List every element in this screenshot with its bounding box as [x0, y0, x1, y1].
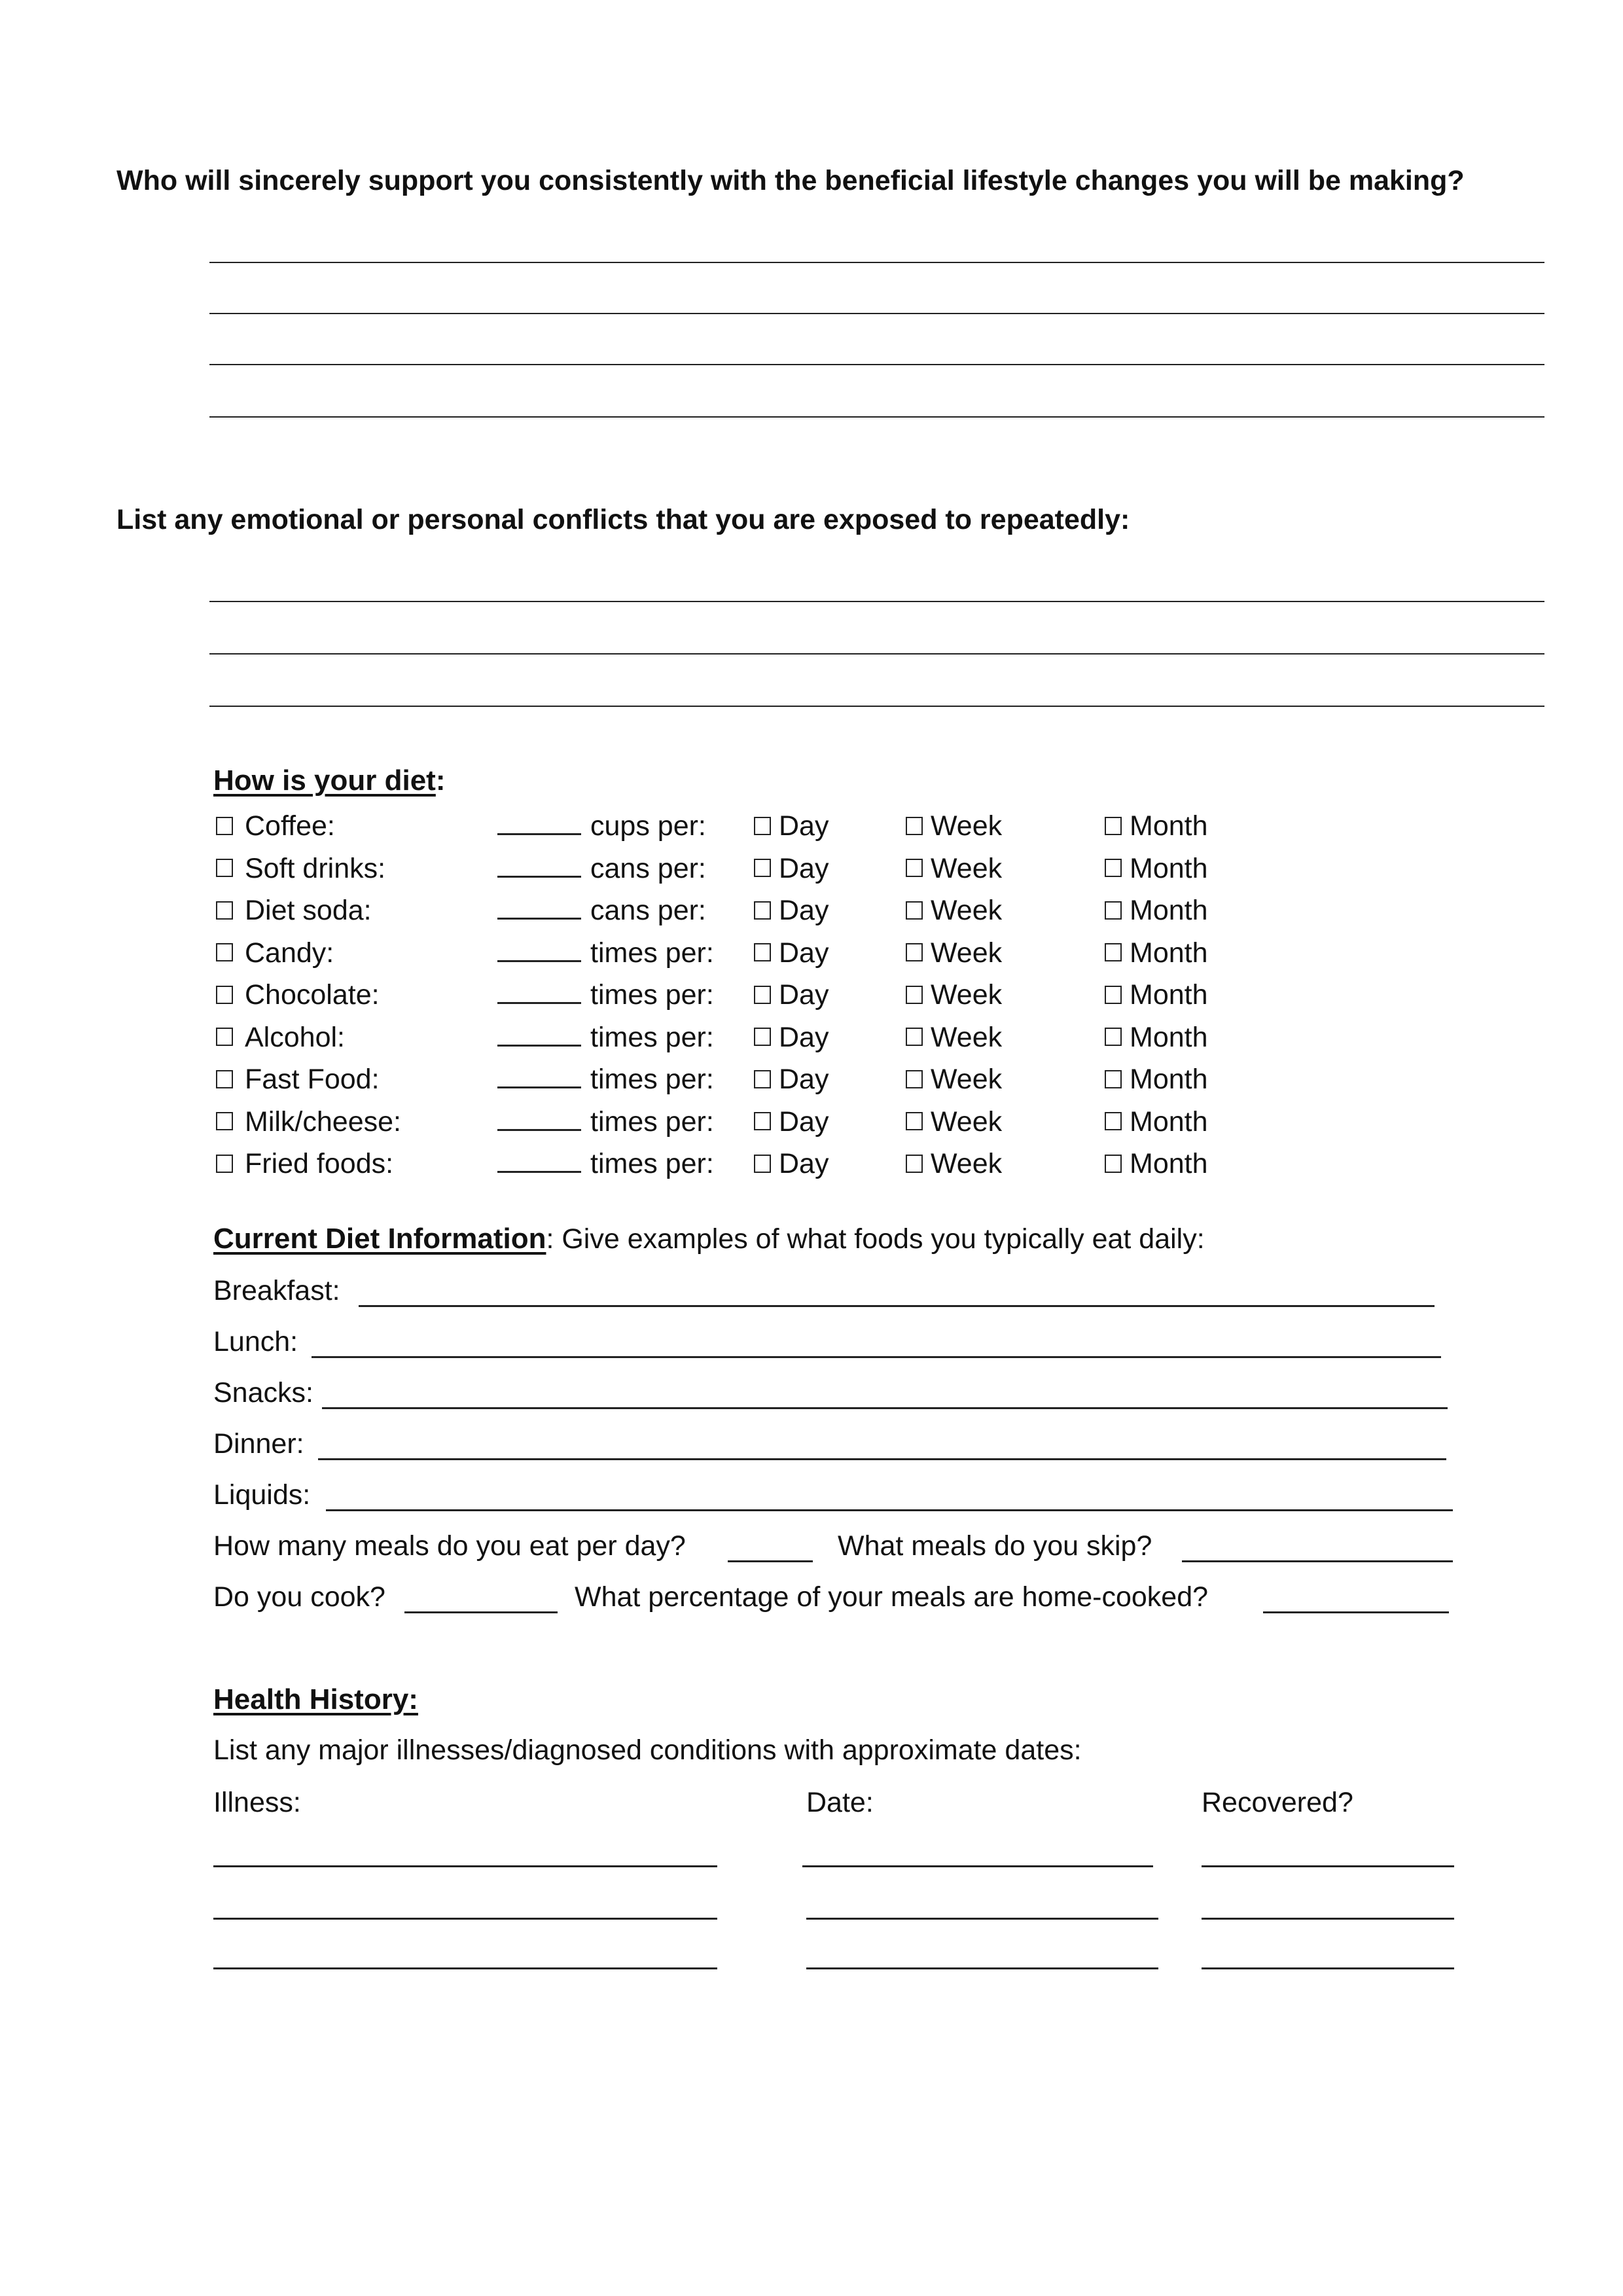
diet-quantity-field[interactable]: [497, 853, 581, 878]
period-option-month[interactable]: [1105, 1018, 1208, 1057]
diet-item[interactable]: [216, 891, 372, 930]
lunch-label: Lunch:: [213, 1326, 298, 1357]
diet-quantity-field[interactable]: [497, 938, 581, 962]
support-answer-line-2[interactable]: [209, 313, 1544, 314]
period-option-month[interactable]: [1105, 1102, 1208, 1141]
period-label: Day: [779, 852, 829, 884]
diet-quantity-field[interactable]: [497, 1064, 581, 1088]
diet-item-label: Candy:: [245, 937, 334, 969]
period-label: Week: [931, 937, 1003, 969]
recovered-column-header: Recovered?: [1202, 1787, 1353, 1818]
liquids-label: Liquids:: [213, 1479, 311, 1511]
period-checkbox[interactable]: [1105, 859, 1122, 877]
diet-item-checkbox[interactable]: [216, 1070, 233, 1088]
diet-heading: [213, 764, 445, 797]
period-option-month[interactable]: [1105, 975, 1208, 1014]
period-option-week[interactable]: [906, 975, 1002, 1014]
conflicts-answer-line-1[interactable]: [209, 601, 1544, 602]
diet-quantity-field[interactable]: [497, 1149, 581, 1173]
support-answer-line-4[interactable]: [209, 416, 1544, 418]
illness-field-2[interactable]: [213, 1918, 717, 1920]
snacks-label: Snacks:: [213, 1377, 313, 1408]
period-label: Week: [931, 1021, 1003, 1053]
period-checkbox[interactable]: [1105, 1070, 1122, 1088]
diet-unit-label: times per:: [590, 1148, 714, 1179]
diet-item-checkbox[interactable]: [216, 817, 233, 835]
diet-unit-label: times per:: [590, 937, 714, 969]
diet-item[interactable]: [216, 975, 380, 1014]
period-checkbox[interactable]: [754, 943, 771, 961]
period-option-month[interactable]: [1105, 891, 1208, 930]
period-label: Day: [779, 810, 829, 842]
diet-row: [0, 849, 1623, 888]
meals-per-day-label: How many meals do you eat per day?: [213, 1530, 686, 1562]
period-checkbox[interactable]: [754, 901, 771, 920]
diet-heading-colon: :: [435, 764, 446, 797]
period-option-day[interactable]: [754, 806, 829, 846]
diet-item[interactable]: [216, 1144, 393, 1183]
diet-quantity-group: [497, 1102, 714, 1141]
period-label: Week: [931, 852, 1003, 884]
period-label: Day: [779, 979, 829, 1011]
support-answer-line-3[interactable]: [209, 364, 1544, 365]
diet-item-checkbox[interactable]: [216, 1028, 233, 1046]
period-checkbox[interactable]: [1105, 901, 1122, 920]
diet-row: [0, 975, 1623, 1014]
period-label: Day: [779, 937, 829, 969]
conflicts-question: List any emotional or personal conflicts that you are exposed to repeatedly:: [116, 504, 1130, 535]
diet-item[interactable]: [216, 1018, 345, 1057]
period-label: Month: [1130, 895, 1208, 926]
period-checkbox[interactable]: [906, 859, 923, 877]
diet-quantity-group: [497, 975, 714, 1014]
do-you-cook-label: Do you cook?: [213, 1581, 385, 1613]
period-label: Day: [779, 1021, 829, 1053]
period-option-day[interactable]: [754, 1144, 829, 1183]
diet-item[interactable]: [216, 933, 334, 973]
diet-quantity-field[interactable]: [497, 1107, 581, 1131]
diet-unit-label: times per:: [590, 1105, 714, 1138]
period-label: Month: [1130, 810, 1208, 842]
period-checkbox[interactable]: [1105, 943, 1122, 961]
period-label: Day: [779, 1105, 829, 1138]
meals-skip-field[interactable]: [1182, 1560, 1453, 1562]
diet-item-label: Coffee:: [245, 810, 335, 842]
period-label: Month: [1130, 1148, 1208, 1179]
diet-item[interactable]: [216, 806, 335, 846]
period-label: Month: [1130, 852, 1208, 884]
period-option-day[interactable]: [754, 933, 829, 973]
diet-item-label: Milk/cheese:: [245, 1105, 401, 1138]
diet-item-label: Chocolate:: [245, 979, 380, 1011]
current-diet-intro: : Give examples of what foods you typically eat daily:: [546, 1223, 1205, 1255]
dinner-label: Dinner:: [213, 1428, 304, 1460]
home-cooked-field[interactable]: [1263, 1611, 1449, 1613]
conflicts-answer-line-3[interactable]: [209, 706, 1544, 707]
period-label: Month: [1130, 979, 1208, 1011]
diet-item[interactable]: [216, 849, 385, 888]
diet-unit-label: cups per:: [590, 810, 706, 842]
diet-quantity-field[interactable]: [497, 980, 581, 1004]
lunch-field[interactable]: [312, 1356, 1441, 1358]
diet-row: [0, 933, 1623, 973]
period-checkbox[interactable]: [906, 817, 923, 835]
diet-quantity-group: [497, 891, 706, 930]
recovered-field-1[interactable]: [1202, 1865, 1454, 1867]
period-option-month[interactable]: [1105, 806, 1208, 846]
diet-item-checkbox[interactable]: [216, 1112, 233, 1130]
date-field-2[interactable]: [806, 1918, 1158, 1920]
illness-column-header: Illness:: [213, 1787, 301, 1818]
current-diet-heading-row: [213, 1223, 1205, 1255]
period-label: Week: [931, 1105, 1003, 1138]
date-field-1[interactable]: [802, 1865, 1153, 1867]
diet-item-checkbox[interactable]: [216, 986, 233, 1004]
diet-item[interactable]: [216, 1060, 380, 1099]
diet-item-checkbox[interactable]: [216, 1155, 233, 1173]
period-checkbox[interactable]: [906, 1155, 923, 1173]
diet-quantity-group: [497, 1144, 714, 1183]
period-label: Month: [1130, 1021, 1208, 1053]
period-checkbox[interactable]: [1105, 1112, 1122, 1130]
recovered-field-2[interactable]: [1202, 1918, 1454, 1920]
meals-per-day-field[interactable]: [728, 1560, 813, 1562]
period-checkbox[interactable]: [1105, 1028, 1122, 1046]
period-checkbox[interactable]: [754, 1155, 771, 1173]
snacks-field[interactable]: [322, 1407, 1448, 1409]
period-label: Day: [779, 1148, 829, 1179]
period-option-week[interactable]: [906, 1060, 1002, 1099]
date-column-header: Date:: [806, 1787, 874, 1818]
diet-unit-label: times per:: [590, 979, 714, 1011]
do-you-cook-field[interactable]: [404, 1611, 558, 1613]
diet-item-label: Alcohol:: [245, 1021, 345, 1053]
period-checkbox[interactable]: [906, 901, 923, 920]
health-history-intro: List any major illnesses/diagnosed conditions with approximate dates:: [213, 1734, 1082, 1766]
diet-quantity-field[interactable]: [497, 895, 581, 920]
conflicts-answer-line-2[interactable]: [209, 653, 1544, 655]
illness-field-1[interactable]: [213, 1865, 717, 1867]
period-label: Month: [1130, 937, 1208, 969]
diet-quantity-group: [497, 806, 706, 846]
recovered-field-3[interactable]: [1202, 1967, 1454, 1969]
period-checkbox[interactable]: [1105, 1155, 1122, 1173]
diet-item-label: Fast Food:: [245, 1064, 380, 1095]
period-label: Week: [931, 979, 1003, 1011]
diet-item[interactable]: [216, 1102, 401, 1141]
diet-quantity-group: [497, 933, 714, 973]
diet-quantity-group: [497, 1018, 714, 1057]
period-option-day[interactable]: [754, 891, 829, 930]
diet-item-checkbox[interactable]: [216, 901, 233, 920]
period-checkbox[interactable]: [906, 1070, 923, 1088]
period-option-day[interactable]: [754, 1060, 829, 1099]
period-label: Week: [931, 1148, 1003, 1179]
breakfast-label: Breakfast:: [213, 1275, 340, 1306]
period-checkbox[interactable]: [754, 1028, 771, 1046]
period-label: Day: [779, 1064, 829, 1095]
diet-quantity-field[interactable]: [497, 811, 581, 835]
period-checkbox[interactable]: [754, 859, 771, 877]
period-option-month[interactable]: [1105, 1144, 1208, 1183]
period-option-day[interactable]: [754, 1102, 829, 1141]
period-checkbox[interactable]: [906, 1028, 923, 1046]
diet-heading-text: How is your diet: [213, 764, 436, 797]
liquids-field[interactable]: [326, 1509, 1453, 1511]
period-checkbox[interactable]: [754, 1070, 771, 1088]
diet-row: [0, 806, 1623, 846]
period-checkbox[interactable]: [906, 943, 923, 961]
diet-unit-label: times per:: [590, 1064, 714, 1095]
diet-row: [0, 1018, 1623, 1057]
period-label: Day: [779, 895, 829, 926]
period-checkbox[interactable]: [754, 986, 771, 1004]
diet-item-label: Fried foods:: [245, 1148, 394, 1179]
diet-unit-label: cans per:: [590, 895, 706, 926]
period-option-week[interactable]: [906, 849, 1002, 888]
support-answer-line-1[interactable]: [209, 262, 1544, 263]
period-checkbox[interactable]: [906, 1112, 923, 1130]
period-checkbox[interactable]: [1105, 817, 1122, 835]
period-checkbox[interactable]: [906, 986, 923, 1004]
health-history-heading: Health History:: [213, 1683, 418, 1715]
period-option-day[interactable]: [754, 975, 829, 1014]
period-option-week[interactable]: [906, 806, 1002, 846]
diet-unit-label: times per:: [590, 1021, 714, 1053]
period-checkbox[interactable]: [1105, 986, 1122, 1004]
date-field-3[interactable]: [806, 1967, 1158, 1969]
support-question: Who will sincerely support you consistently with the beneficial lifestyle changes you will be making?: [116, 165, 1465, 196]
period-option-week[interactable]: [906, 1102, 1002, 1141]
diet-row: [0, 891, 1623, 930]
period-label: Week: [931, 895, 1003, 926]
diet-item-label: Soft drinks:: [245, 852, 386, 884]
home-cooked-label: What percentage of your meals are home-cooked?: [575, 1581, 1209, 1613]
period-label: Month: [1130, 1105, 1208, 1138]
diet-row: [0, 1060, 1623, 1099]
diet-row: [0, 1102, 1623, 1141]
breakfast-field[interactable]: [359, 1305, 1435, 1307]
diet-item-checkbox[interactable]: [216, 943, 233, 961]
period-option-day[interactable]: [754, 1018, 829, 1057]
meals-skip-label: What meals do you skip?: [838, 1530, 1152, 1562]
diet-quantity-group: [497, 1060, 714, 1099]
period-option-week[interactable]: [906, 1018, 1002, 1057]
period-label: Week: [931, 810, 1003, 842]
diet-item-checkbox[interactable]: [216, 859, 233, 877]
period-checkbox[interactable]: [754, 817, 771, 835]
illness-field-3[interactable]: [213, 1967, 717, 1969]
period-label: Month: [1130, 1064, 1208, 1095]
period-checkbox[interactable]: [754, 1112, 771, 1130]
period-option-month[interactable]: [1105, 849, 1208, 888]
period-option-week[interactable]: [906, 1144, 1002, 1183]
period-option-month[interactable]: [1105, 933, 1208, 973]
period-label: Week: [931, 1064, 1003, 1095]
diet-quantity-group: [497, 849, 706, 888]
period-option-week[interactable]: [906, 891, 1002, 930]
period-option-day[interactable]: [754, 849, 829, 888]
diet-row: [0, 1144, 1623, 1183]
period-option-month[interactable]: [1105, 1060, 1208, 1099]
diet-unit-label: cans per:: [590, 852, 706, 884]
dinner-field[interactable]: [318, 1458, 1446, 1460]
period-option-week[interactable]: [906, 933, 1002, 973]
current-diet-heading: Current Diet Information: [213, 1223, 546, 1255]
diet-item-label: Diet soda:: [245, 895, 372, 926]
diet-quantity-field[interactable]: [497, 1022, 581, 1047]
